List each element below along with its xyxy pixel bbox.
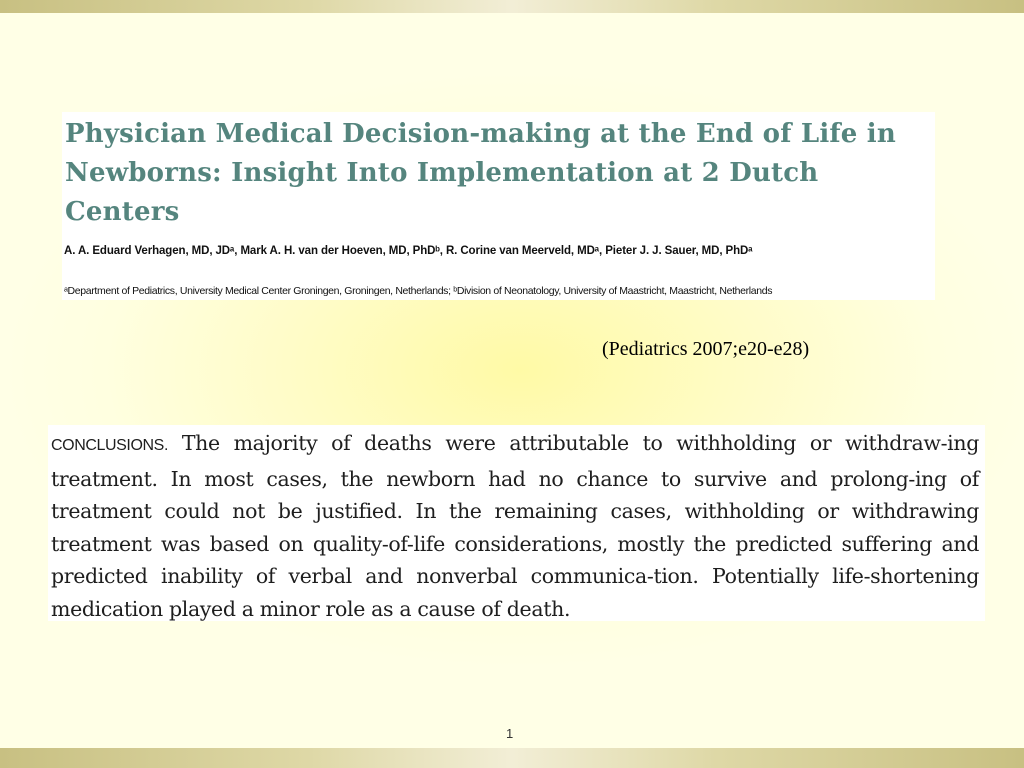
slide-page-number: 1	[506, 726, 514, 741]
bottom-decorative-band	[0, 748, 1024, 768]
article-authors: A. A. Eduard Verhagen, MD, JDᵃ, Mark A. H. van der Hoeven, MD, PhDᵇ, R. Corine van Meerveld, MDᵃ, Pieter J. J. Sauer, MD, PhDᵃ	[64, 245, 753, 257]
article-header-excerpt	[62, 112, 935, 300]
article-affiliation: ᵃDepartment of Pediatrics, University Medical Center Groningen, Groningen, Netherlands; ᵇDivision of Neonatology, University of Maastricht, Maastricht, Netherlands	[64, 285, 773, 297]
top-decorative-band	[0, 0, 1024, 13]
conclusions-body: The majority of deaths were attributable to withholding or withdraw-ing treatment. In most cases, the newborn had no chance to survive and prolong-ing of treatment could not be justified. In the remaining cases, withholding or withdrawing treatment was based on quality-of-life considerations, mostly the predicted suffering and predicted inability of verbal and nonverbal communica-tion. Potentially life-shortening medication played a minor role as a cause of death.	[51, 431, 979, 621]
article-title: Physician Medical Decision-making at the End of Life in Newborns: Insight Into Implementation at 2 Dutch Centers	[65, 119, 896, 227]
conclusions-excerpt	[48, 425, 985, 621]
conclusions-label: CONCLUSIONS.	[51, 437, 168, 454]
journal-citation: (Pediatrics 2007;e20-e28)	[602, 338, 810, 360]
conclusions-paragraph	[51, 427, 979, 625]
